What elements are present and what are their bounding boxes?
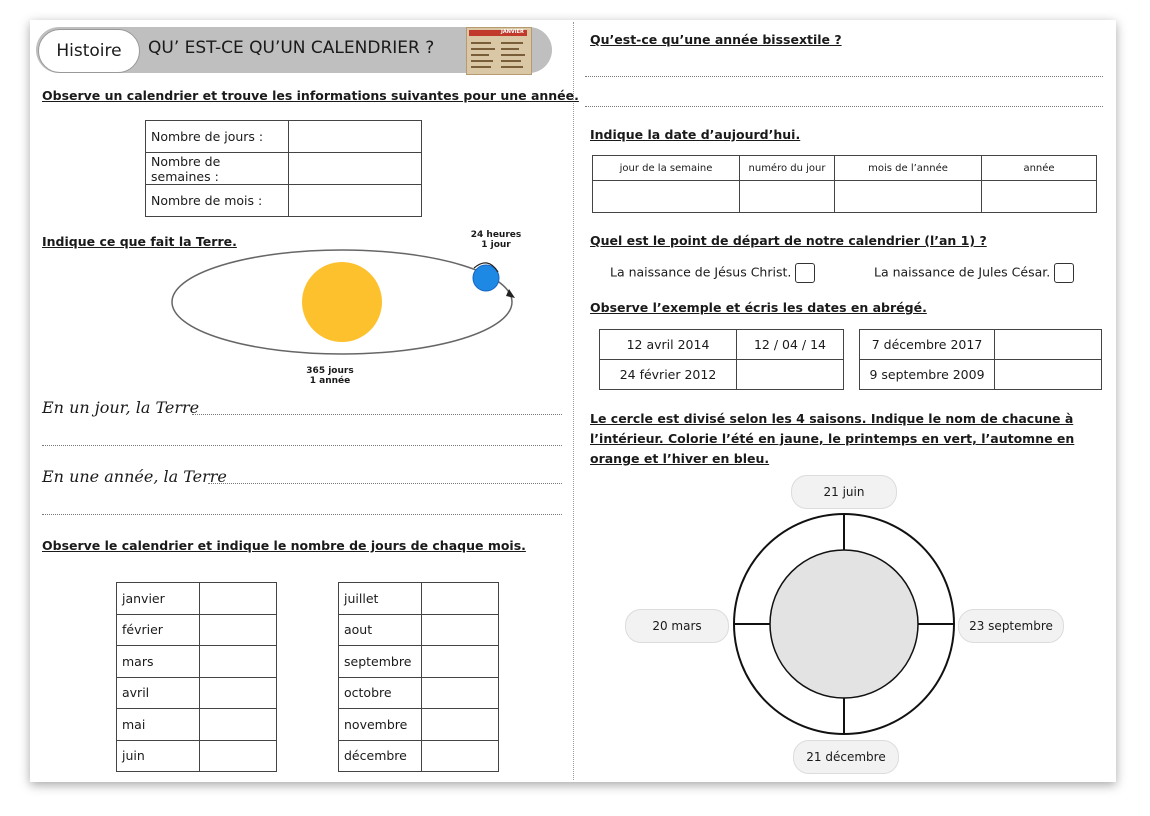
answer-line[interactable] bbox=[585, 76, 1103, 77]
month-label: mai bbox=[117, 709, 200, 741]
days-answer-cell[interactable] bbox=[422, 614, 499, 646]
season-date-right: 23 septembre bbox=[958, 609, 1064, 643]
orbit-diagram bbox=[160, 238, 530, 368]
month-label: janvier bbox=[117, 583, 200, 615]
date-header: numéro du jour bbox=[740, 156, 835, 181]
year-label-days: 365 jours bbox=[306, 366, 354, 376]
date-abbreviated-answer-cell[interactable] bbox=[737, 360, 844, 390]
day-label-hours: 24 heures bbox=[470, 230, 522, 240]
season-date-top: 21 juin bbox=[791, 475, 897, 509]
sun-shape bbox=[302, 262, 382, 342]
column-divider bbox=[573, 22, 574, 780]
date-header: jour de la semaine bbox=[593, 156, 740, 181]
days-answer-cell[interactable] bbox=[422, 646, 499, 678]
question-today: Indique la date d’aujourd’hui. bbox=[590, 127, 801, 142]
date-header: année bbox=[982, 156, 1097, 181]
dates-table-left bbox=[599, 329, 844, 390]
season-date-bottom: 21 décembre bbox=[793, 740, 899, 774]
year-info-table bbox=[145, 120, 422, 217]
info-label: Nombre de semaines : bbox=[146, 153, 289, 185]
days-answer-cell[interactable] bbox=[200, 740, 277, 772]
days-answer-cell[interactable] bbox=[200, 614, 277, 646]
days-answer-cell[interactable] bbox=[200, 583, 277, 615]
question-seasons bbox=[590, 409, 1074, 469]
month-label: juin bbox=[117, 740, 200, 772]
sentence-year: En une année, la Terre bbox=[42, 467, 227, 486]
month-label: juillet bbox=[339, 583, 422, 615]
answer-line[interactable] bbox=[42, 445, 562, 446]
question-abbreviated-dates: Observe l’exemple et écris les dates en abrégé. bbox=[590, 300, 927, 315]
calendar-thumbnail-image bbox=[466, 27, 532, 75]
date-full: 12 avril 2014 bbox=[600, 330, 737, 360]
calendar-thumbnail-text: JANVIER bbox=[501, 29, 524, 35]
months-table-first-half bbox=[116, 582, 277, 772]
today-date-table bbox=[592, 155, 1097, 213]
answer-line[interactable] bbox=[585, 106, 1103, 107]
days-answer-cell[interactable] bbox=[200, 677, 277, 709]
answer-line[interactable] bbox=[42, 514, 562, 515]
question-year-one: Quel est le point de départ de notre calendrier (l’an 1) ? bbox=[590, 233, 987, 248]
question-months: Observe le calendrier et indique le nombre de jours de chaque mois. bbox=[42, 538, 526, 553]
days-answer-cell[interactable] bbox=[422, 709, 499, 741]
option-cesar-label: La naissance de Jules César. bbox=[874, 264, 1051, 280]
date-answer-cell[interactable] bbox=[593, 181, 740, 213]
answer-line[interactable] bbox=[208, 483, 562, 484]
date-abbreviated: 12 / 04 / 14 bbox=[737, 330, 844, 360]
info-answer-cell[interactable] bbox=[289, 185, 422, 217]
season-date-left: 20 mars bbox=[625, 609, 729, 643]
date-full: 9 septembre 2009 bbox=[860, 360, 995, 390]
seasons-circle[interactable] bbox=[732, 512, 956, 736]
days-answer-cell[interactable] bbox=[422, 583, 499, 615]
info-answer-cell[interactable] bbox=[289, 121, 422, 153]
year-label bbox=[300, 366, 360, 386]
question-leap-year: Qu’est-ce qu’une année bissextile ? bbox=[590, 32, 842, 47]
option-jesus-label: La naissance de Jésus Christ. bbox=[610, 264, 792, 280]
dates-table-right bbox=[859, 329, 1102, 390]
months-table-second-half bbox=[338, 582, 499, 772]
date-answer-cell[interactable] bbox=[835, 181, 982, 213]
info-label: Nombre de jours : bbox=[146, 121, 289, 153]
date-full: 24 février 2012 bbox=[600, 360, 737, 390]
days-answer-cell[interactable] bbox=[422, 677, 499, 709]
option-cesar bbox=[874, 263, 1074, 283]
answer-line[interactable] bbox=[192, 414, 562, 415]
days-answer-cell[interactable] bbox=[200, 709, 277, 741]
month-label: octobre bbox=[339, 677, 422, 709]
subject-pill bbox=[38, 29, 140, 73]
month-label: décembre bbox=[339, 740, 422, 772]
year-label-year: 1 année bbox=[309, 376, 351, 386]
days-answer-cell[interactable] bbox=[200, 646, 277, 678]
date-header: mois de l’année bbox=[835, 156, 982, 181]
option-cesar-checkbox[interactable] bbox=[1054, 263, 1074, 283]
month-label: février bbox=[117, 614, 200, 646]
question-seasons-line: l’intérieur. Colorie l’été en jaune, le printemps en vert, l’automne en bbox=[590, 431, 1075, 446]
question-earth: Indique ce que fait la Terre. bbox=[42, 234, 237, 249]
month-label: mars bbox=[117, 646, 200, 678]
subject-label: Histoire bbox=[56, 41, 122, 61]
day-label-day: 1 jour bbox=[481, 240, 511, 250]
month-label: novembre bbox=[339, 709, 422, 741]
date-answer-cell[interactable] bbox=[982, 181, 1097, 213]
info-label: Nombre de mois : bbox=[146, 185, 289, 217]
sentence-day: En un jour, la Terre bbox=[42, 398, 200, 417]
inner-circle bbox=[770, 550, 918, 698]
month-label: aout bbox=[339, 614, 422, 646]
question-seasons-line: orange et l’hiver en bleu. bbox=[590, 451, 770, 466]
month-label: septembre bbox=[339, 646, 422, 678]
option-jesus bbox=[610, 263, 815, 283]
month-label: avril bbox=[117, 677, 200, 709]
days-answer-cell[interactable] bbox=[422, 740, 499, 772]
date-answer-cell[interactable] bbox=[740, 181, 835, 213]
date-abbreviated-answer-cell[interactable] bbox=[995, 330, 1102, 360]
date-abbreviated-answer-cell[interactable] bbox=[995, 360, 1102, 390]
info-answer-cell[interactable] bbox=[289, 153, 422, 185]
question-year-info: Observe un calendrier et trouve les informations suivantes pour une année. bbox=[42, 88, 579, 103]
question-seasons-line: Le cercle est divisé selon les 4 saisons. Indique le nom de chacune à bbox=[590, 411, 1074, 426]
page-title: QU’ EST-CE QU’UN CALENDRIER ? bbox=[148, 38, 435, 58]
date-full: 7 décembre 2017 bbox=[860, 330, 995, 360]
option-jesus-checkbox[interactable] bbox=[795, 263, 815, 283]
